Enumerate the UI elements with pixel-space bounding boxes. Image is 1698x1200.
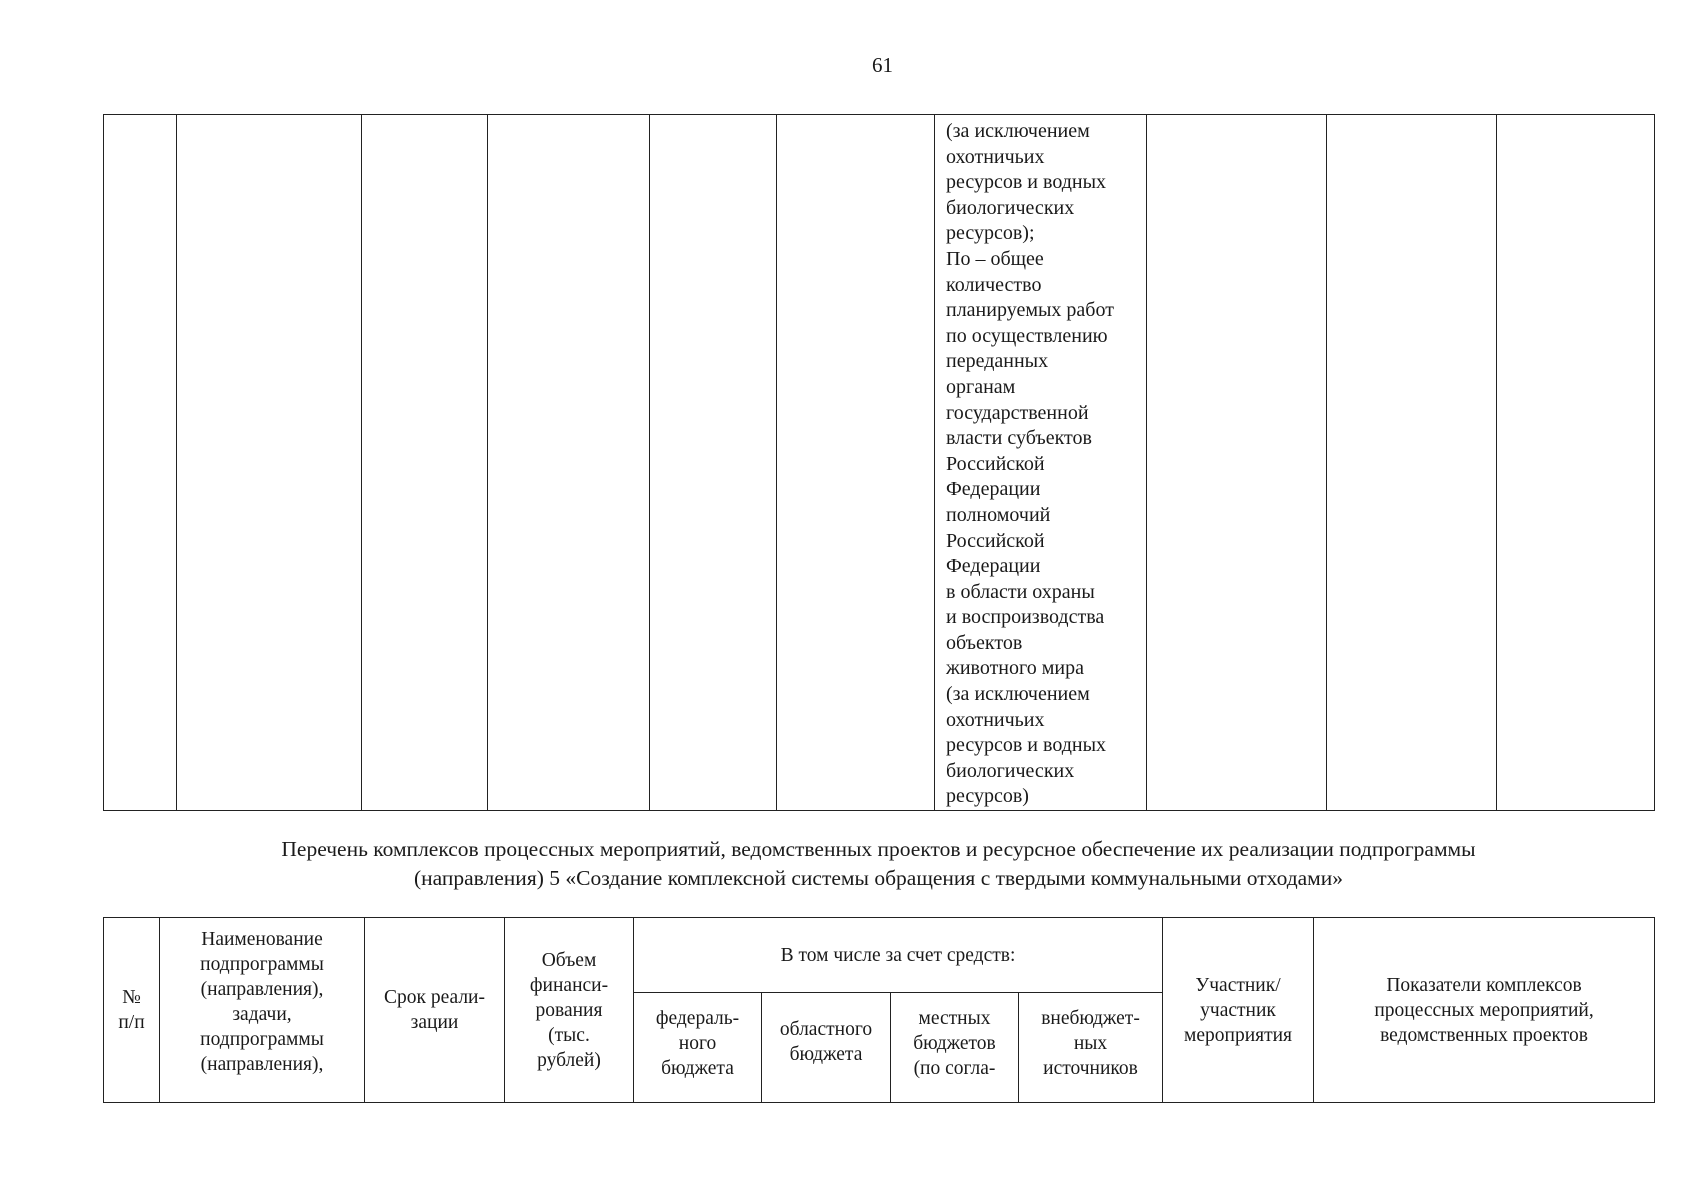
table-cell: [650, 115, 777, 811]
header-table: [103, 917, 1655, 1103]
header-participant: Участник/ участник мероприятия: [1163, 918, 1314, 1103]
table-row: [104, 115, 1655, 811]
table-cell: [1147, 115, 1327, 811]
header-num: № п/п: [104, 918, 160, 1103]
header-federal: федераль- ного бюджета: [634, 993, 762, 1103]
header-indicators: Показатели комплексов процессных мероприятий, ведомственных проектов: [1314, 918, 1655, 1103]
page-number: 61: [872, 53, 893, 77]
table-cell: [104, 115, 177, 811]
continuation-table: [103, 114, 1655, 811]
header-regional: областного бюджета: [762, 993, 891, 1103]
indicator-text: (за исключением охотничьих ресурсов и водных биологических ресурсов); По – общее количество планируемых работ по осуществлению переданных органам государственной власти субъектов Российской Федерации полномочий Российской Федерации в области охраны и воспроизводства объектов животного мира (за исключением охотничьих ресурсов и водных биологических ресурсов): [946, 120, 1114, 808]
header-name: Наименование подпрограммы (направления), задачи, подпрограммы (направления),: [160, 918, 365, 1103]
header-funding-group: В том числе за счет средств:: [634, 918, 1163, 993]
header-row: [104, 918, 1655, 993]
header-volume: Объем финанси- рования (тыс. рублей): [505, 918, 634, 1103]
header-term: Срок реали- зации: [365, 918, 505, 1103]
table-cell: [777, 115, 935, 811]
table-cell: [1497, 115, 1655, 811]
header-extrabudget: внебюджет- ных источников: [1019, 993, 1163, 1103]
section-title: Перечень комплексов процессных мероприятий, ведомственных проектов и ресурсное обеспечение их реализации подпрограммы (направления) 5 «Создание комплексной системы обращения с твердыми коммунальными отходами»: [281, 837, 1476, 890]
table-cell: [177, 115, 362, 811]
table-cell: [488, 115, 650, 811]
indicator-cell: [935, 115, 1147, 811]
header-local: местных бюджетов (по согла-: [891, 993, 1019, 1103]
table-cell: [362, 115, 488, 811]
table-cell: [1327, 115, 1497, 811]
